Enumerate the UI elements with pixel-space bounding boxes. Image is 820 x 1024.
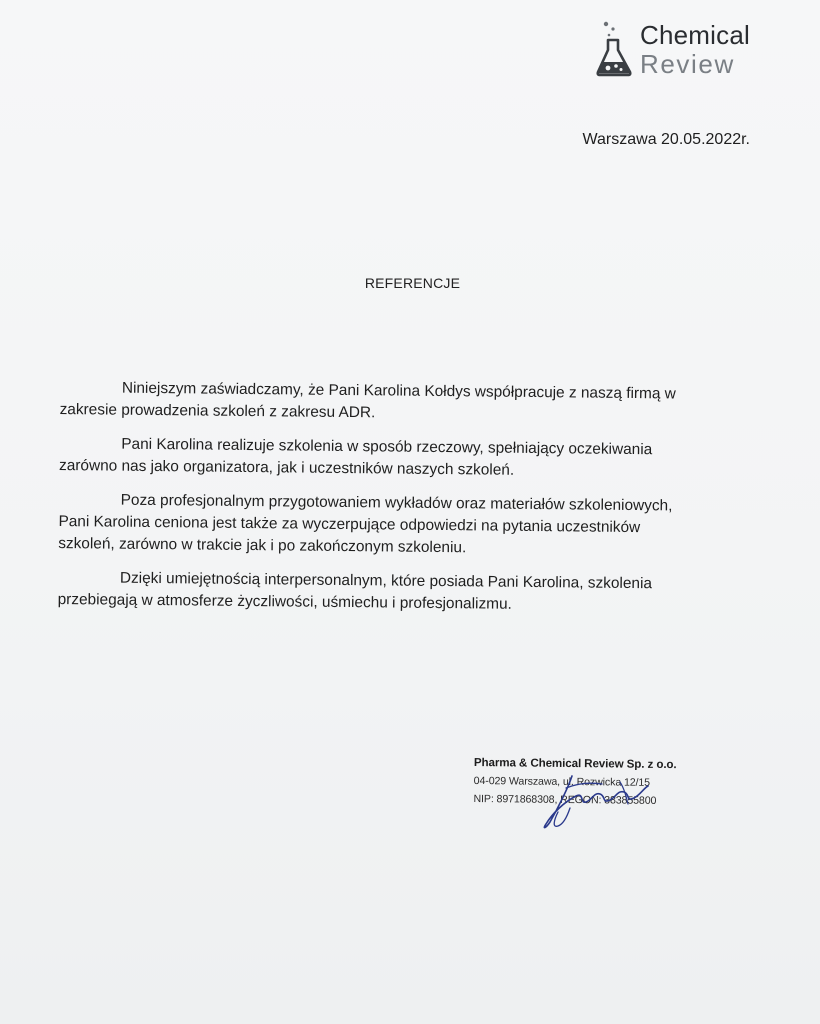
flask-icon <box>594 20 636 78</box>
letter-title: REFERENCJE <box>364 275 461 291</box>
letter-body <box>57 377 700 630</box>
logo-text-chemical: Chemical <box>640 20 750 50</box>
stamp-company-name: Pharma & Chemical Review Sp. z o.o. <box>473 755 677 772</box>
paragraph-1: Niniejszym zaświadczamy, że Pani Karolina Kołdys współpracuje z naszą firmą w zakresie prowadzenia szkoleń z zakresu ADR. <box>59 379 676 422</box>
stamp-address: 04-029 Warszawa, ul. Rozwicka 12/15 <box>473 774 651 789</box>
letter-date: Warszawa 20.05.2022r. <box>582 131 750 148</box>
company-stamp <box>473 754 684 810</box>
company-logo <box>594 18 754 80</box>
paragraph-2: Pani Karolina realizuje szkolenia w sposób rzeczowy, spełniający oczekiwania zarówno nas jako organizatora, jak i uczestników naszych szkoleń. <box>58 435 653 479</box>
stamp-ids: NIP: 8971868308, REGON: 383855800 <box>473 792 657 807</box>
logo-text-review: Review <box>640 49 735 79</box>
paragraph-3: Poza profesjonalnym przygotowaniem wykładów oraz materiałów szkoleniowych, Pani Karolina ceniona jest także za wyczerpujące odpowiedzi na pytania uczestników szkoleń, zarówno w trakcie jak i po zakończonym szkoleniu. <box>58 491 673 557</box>
paragraph-4: Dzięki umiejętnością interpersonalnym, które posiada Pani Karolina, szkolenia przebiegają w atmosferze życzliwości, uśmiechu i profesjonalizmu. <box>57 569 653 613</box>
